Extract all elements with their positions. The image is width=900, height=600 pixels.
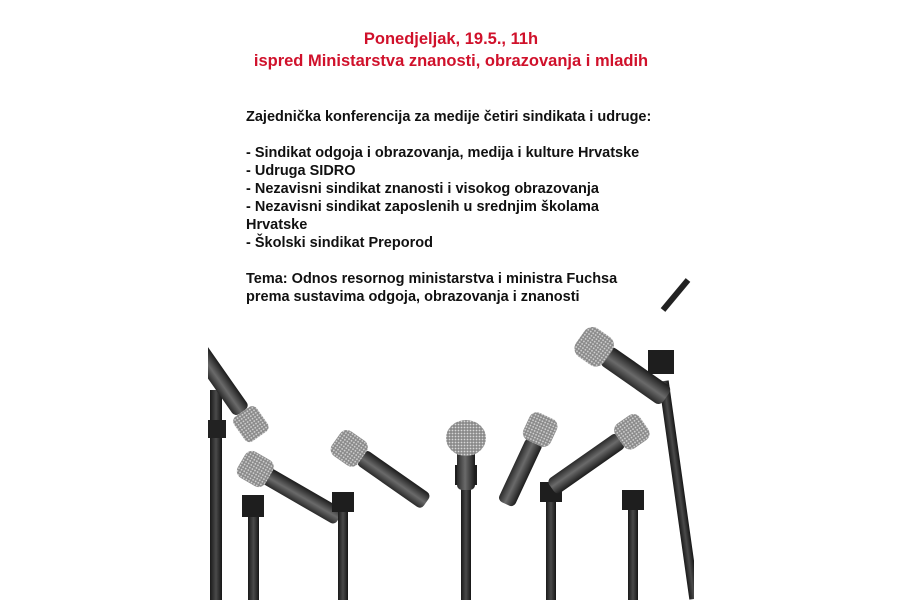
topic-line: Tema: Odnos resornog ministarstva i ministra Fuchsa <box>246 271 618 287</box>
microphone <box>328 427 435 600</box>
organization-item-continued: Hrvatske <box>246 217 308 233</box>
event-location: ispred Ministarstva znanosti, obrazovanja i mladih <box>253 52 649 70</box>
organization-item: - Nezavisni sindikat zaposlenih u srednjim školama <box>246 199 599 215</box>
organization-item: - Nezavisni sindikat znanosti i visokog obrazovanja <box>246 181 599 197</box>
event-date: Ponedjeljak, 19.5., 11h <box>363 30 539 48</box>
microphone <box>446 420 486 600</box>
topic-line: prema sustavima odgoja, obrazovanja i znanosti <box>246 289 580 305</box>
microphone <box>234 448 347 600</box>
microphone <box>492 410 562 600</box>
organization-item: - Sindikat odgoja i obrazovanja, medija i kulture Hrvatske <box>246 145 640 161</box>
poster <box>208 0 694 600</box>
intro-text: Zajednička konferencija za medije četiri sindikata i udruge: <box>246 109 652 125</box>
organization-item: - Udruga SIDRO <box>246 163 356 179</box>
event-header <box>208 28 694 72</box>
organization-item: - Školski sindikat Preporod <box>246 235 433 251</box>
microphone <box>543 411 653 600</box>
microphones-illustration <box>208 270 694 600</box>
